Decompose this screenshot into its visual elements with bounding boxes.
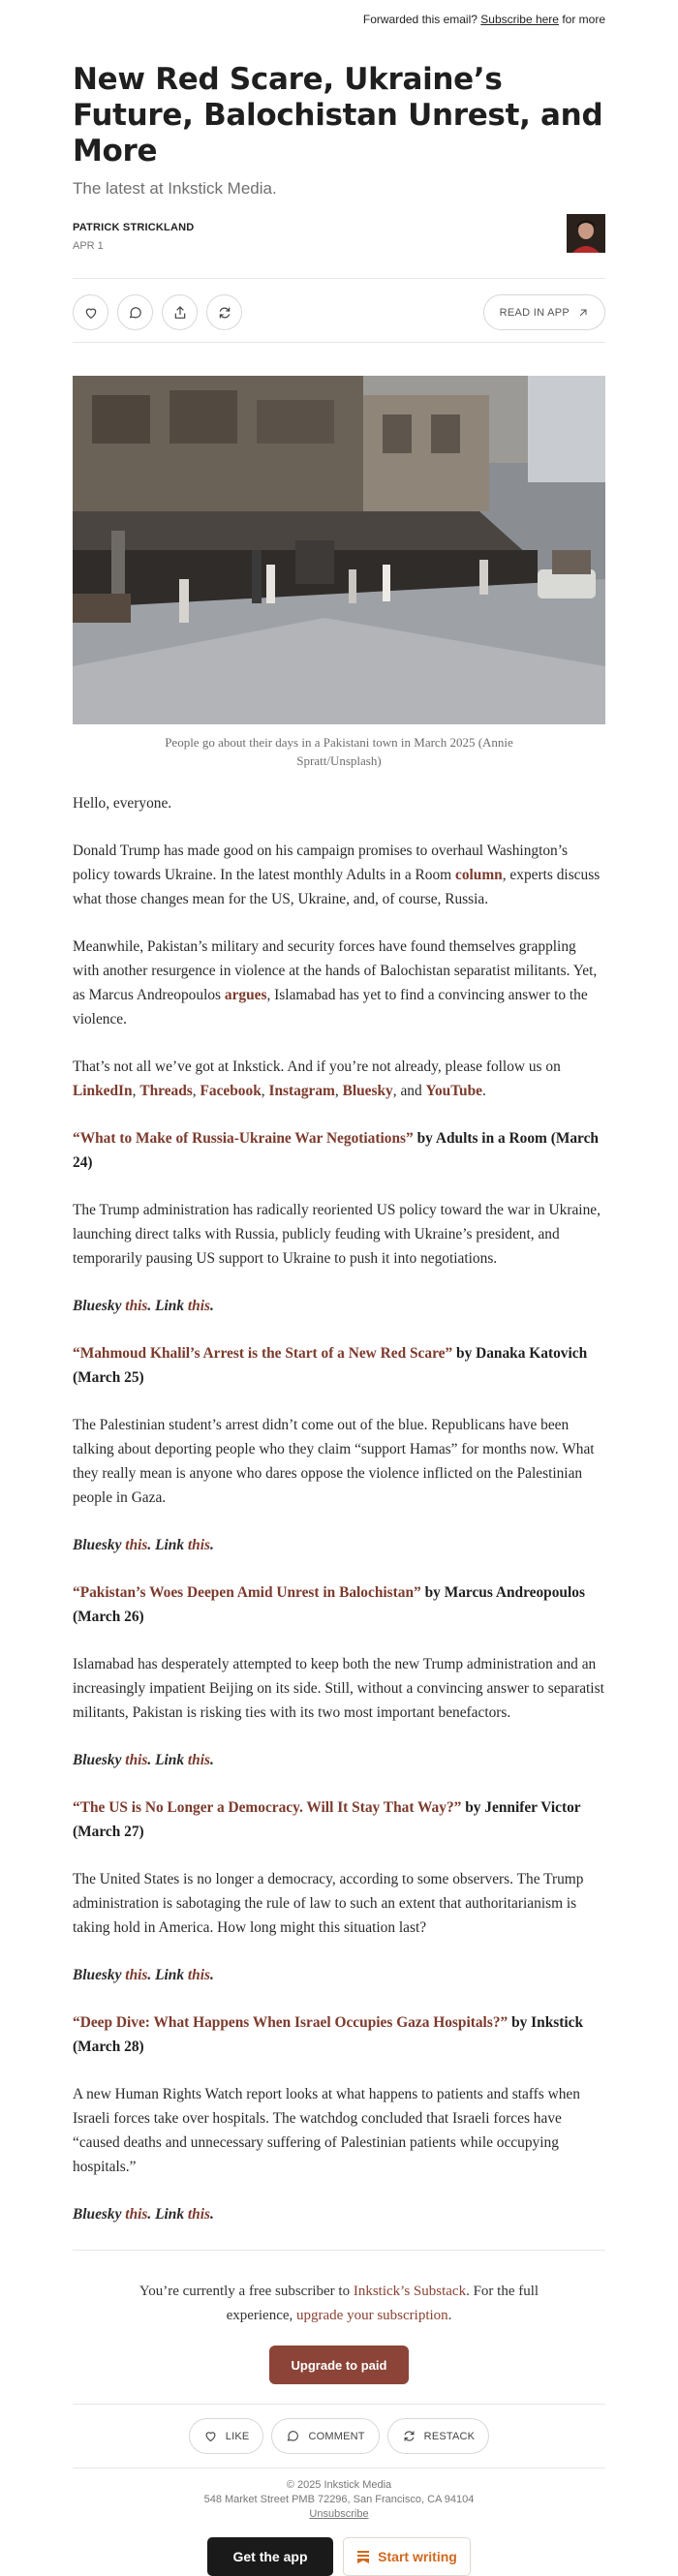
start-writing-button[interactable]: Start writing [343,2537,471,2576]
heart-icon [203,2429,218,2443]
article-summary: The Trump administration has radically reoriented US policy toward the war in Ukraine, launching direct talks with Russia, publicly feuding with Ukraine’s president, and temporarily pausing US support to Ukraine to push it into negotiations. [73,1202,601,1267]
footer [73,2478,605,2522]
bluesky-share-link[interactable]: this [125,1537,148,1553]
argues-link[interactable]: argues [224,987,267,1003]
column-link[interactable]: column [454,867,503,883]
bluesky-share-link[interactable]: this [125,2206,148,2223]
restack-icon [402,2429,416,2443]
copyright: © 2025 Inkstick Media [286,2479,392,2491]
article-title-link[interactable]: “What to Make of Russia-Ukraine War Negotiations” [73,1130,414,1147]
bluesky-share-link[interactable]: this [125,1967,148,1983]
article-summary: Islamabad has desperately attempted to keep both the new Trump administration and an increasingly impatient Beijing on its side. Still, without a convincing answer to separatist militants, Pakistan is risking ties with its two most important benefactors. [73,1656,604,1721]
upgrade-to-paid-button[interactable]: Upgrade to paid [269,2346,409,2384]
get-the-app-button[interactable]: Get the app [207,2537,333,2576]
article-link[interactable]: this [187,1752,210,1768]
article-link[interactable]: this [187,1537,210,1553]
share-line: Bluesky this. Link this. [73,1967,214,1983]
article-summary: The Palestinian student’s arrest didn’t come out of the blue. Republicans have been talking about deporting people who they claim “support Hamas” for months now. What they really mean is anyone who dares oppose the violence inflicted on the Palestinian people in Gaza. [73,1417,595,1506]
article-heading: “The US is No Longer a Democracy. Will It Stay That Way?” by Jennifer Victor (March 27) [73,1799,581,1840]
article-link[interactable]: this [187,2206,210,2223]
threads-link[interactable]: Threads [139,1083,193,1099]
restack-button[interactable] [206,294,242,330]
byline [73,222,605,261]
greeting: Hello, everyone. [73,795,172,812]
intro-paragraph-2: Meanwhile, Pakistan’s military and security forces have found themselves grappling with another resurgence in violence at the hands of Balochistan separatist militants. Yet, as Marcus Andreopoulos argues, Islamabad has yet to find a convincing answer to the violence. [73,938,598,1027]
publication-link[interactable]: Inkstick’s Substack [353,2284,467,2299]
email-content [73,0,605,2576]
read-in-app-button[interactable]: READ IN APP [483,294,605,330]
bluesky-share-link[interactable]: this [125,1752,148,1768]
article-title-link[interactable]: “Mahmoud Khalil’s Arrest is the Start of a New Red Scare” [73,1345,453,1362]
bluesky-link[interactable]: Bluesky [342,1083,393,1099]
article-heading: “What to Make of Russia-Ukraine War Negotiations” by Adults in a Room (March 24) [73,1130,599,1171]
intro-paragraph-1: Donald Trump has made good on his campaign promises to overhaul Washington’s policy towards Ukraine. In the latest monthly Adults in a Room column, experts discuss what those changes mean for the US, Ukraine, and, of course, Russia. [73,843,601,907]
heart-icon [83,305,99,321]
hero-caption: People go about their days in a Pakistani town in March 2025 (Annie Spratt/Unsplash) [165,735,513,768]
share-line: Bluesky this. Link this. [73,1752,214,1768]
post-body [73,791,605,2226]
hero-image[interactable] [73,376,605,724]
post-action-bar [73,278,605,343]
article-summary: A new Human Rights Watch report looks at what happens to patients and staffs when Israeli forces take over hospitals. The watchdog concluded that Israeli forces have “caused deaths and unnecessary suffering of Palestinian patients while occupying hospitals.” [73,2086,580,2175]
share-line: Bluesky this. Link this. [73,1537,214,1553]
share-line: Bluesky this. Link this. [73,1298,214,1314]
post-subtitle: The latest at Inkstick Media. [73,179,277,198]
youtube-link[interactable]: YouTube [425,1083,482,1099]
bottom-action-bar [73,2418,605,2454]
article-link[interactable]: this [187,1967,210,1983]
article-heading: “Pakistan’s Woes Deepen Amid Unrest in Balochistan” by Marcus Andreopoulos (March 26) [73,1584,585,1625]
author-name[interactable]: PATRICK STRICKLAND [73,222,195,233]
article-title-link[interactable]: “The US is No Longer a Democracy. Will It Stay That Way?” [73,1799,462,1816]
app-promo [73,2537,605,2576]
intro-paragraph-3: That’s not all we’ve got at Inkstick. And if you’re not already, please follow us on LinkedIn, Threads, Facebook, Instagram, Bluesky, and YouTube. [73,1058,561,1099]
restack-button[interactable]: RESTACK [387,2418,490,2454]
arrow-up-right-icon [577,307,589,319]
like-button[interactable] [73,294,108,330]
post-date: APR 1 [73,240,104,252]
forwarded-notice: Forwarded this email? Subscribe here for more [362,13,605,26]
instagram-link[interactable]: Instagram [268,1083,335,1099]
restack-icon [217,305,232,321]
substack-logo-icon [356,2550,370,2563]
article-title-link[interactable]: “Deep Dive: What Happens When Israel Occupies Gaza Hospitals?” [73,2014,508,2031]
article-summary: The United States is no longer a democracy, according to some observers. The Trump administration is sabotaging the rule of law to such an extent that authoritarianism is taking hold in America. How long might this situation last? [73,1871,584,1936]
subscribe-here-link[interactable]: Subscribe here [480,13,559,26]
share-line: Bluesky this. Link this. [73,2206,214,2223]
divider [73,2404,605,2405]
article-link[interactable]: this [187,1298,210,1314]
divider [73,2468,605,2469]
post-title[interactable]: New Red Scare, Ukraine’s Future, Balochistan Unrest, and More [73,62,603,169]
author-avatar[interactable] [567,214,605,253]
linkedin-link[interactable]: LinkedIn [73,1083,133,1099]
subscription-notice: You’re currently a free subscriber to Inkstick’s Substack. For the full experience, upgrade your subscription. [139,2284,539,2323]
article-title-link[interactable]: “Pakistan’s Woes Deepen Amid Unrest in Balochistan” [73,1584,421,1601]
comment-button[interactable]: COMMENT [271,2418,379,2454]
unsubscribe-link[interactable]: Unsubscribe [309,2508,369,2520]
bluesky-share-link[interactable]: this [125,1298,148,1314]
upgrade-subscription-link[interactable]: upgrade your subscription [296,2308,448,2323]
article-heading: “Deep Dive: What Happens When Israel Occupies Gaza Hospitals?” by Inkstick (March 28) [73,2014,584,2055]
comment-button[interactable] [117,294,153,330]
share-button[interactable] [162,294,198,330]
article-heading: “Mahmoud Khalil’s Arrest is the Start of a New Red Scare” by Danaka Katovich (March 25) [73,1345,588,1386]
comment-icon [286,2429,300,2443]
like-button[interactable]: LIKE [189,2418,264,2454]
address: 548 Market Street PMB 72296, San Francisco, CA 94104 [203,2494,475,2505]
comment-icon [128,305,143,321]
share-icon [172,305,188,321]
facebook-link[interactable]: Facebook [200,1083,262,1099]
